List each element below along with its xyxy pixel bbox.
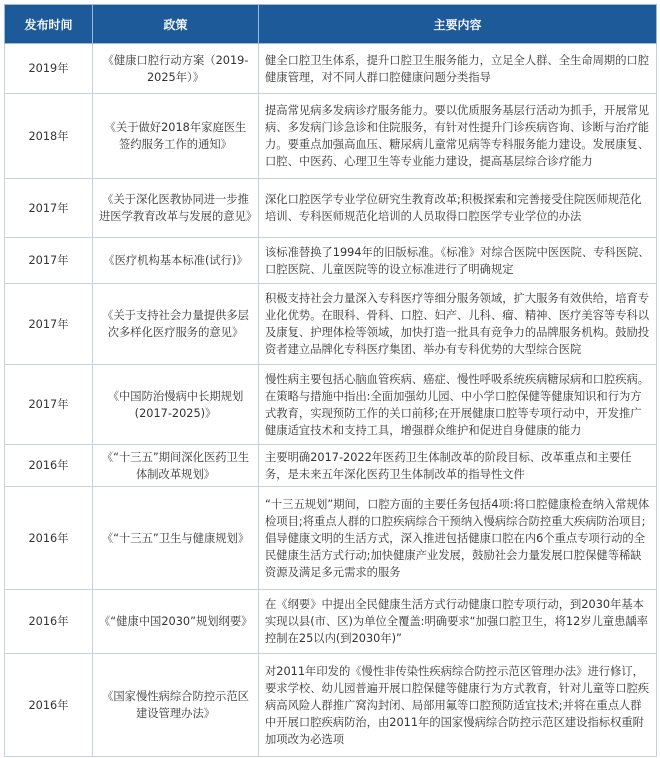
table-row xyxy=(5,365,657,445)
header-content: 主要内容 xyxy=(259,5,657,44)
policy-table xyxy=(4,4,657,757)
row-policy: 《健康口腔行动方案（2019-2025年）》 xyxy=(93,44,259,94)
row-policy: 《医疗机构基本标准(试行)》 xyxy=(93,238,259,284)
table-row xyxy=(5,590,657,654)
table-row xyxy=(5,94,657,179)
row-year: 2017年 xyxy=(5,284,93,365)
row-content: 对2011年印发的《慢性非传染性疾病综合防控示范区管理办法》进行修订，要求学校、幼儿园普遍开展口腔保健等健康行为方式教育，针对儿童等口腔疾病高风险人群推广窝沟封闭、局部用氟等口腔预防适宜技术;并将在重点人群中开展口腔疾病防治，由2011年的国家慢病综合防控示范区建设指标权重附加项改为必选项 xyxy=(259,654,657,757)
row-policy: 《“十三五”卫生与健康规划》 xyxy=(93,487,259,590)
header-policy: 政策 xyxy=(93,5,259,44)
row-content: 该标准替换了1994年的旧版标准。《标准》对综合医院中医医院、专科医院、口腔医院、儿童医院等的设立标准进行了明确规定 xyxy=(259,238,657,284)
header-date: 发布时间 xyxy=(5,5,93,44)
table-row xyxy=(5,44,657,94)
row-year: 2016年 xyxy=(5,590,93,654)
table-row xyxy=(5,238,657,284)
row-content: 健全口腔卫生体系，提升口腔卫生服务能力，立足全人群、全生命周期的口腔健康管理，对不同人群口腔健康问题分类指导 xyxy=(259,44,657,94)
row-year: 2018年 xyxy=(5,94,93,179)
table-row xyxy=(5,654,657,757)
row-year: 2019年 xyxy=(5,44,93,94)
row-policy: 《国家慢性病综合防控示范区建设管理办法》 xyxy=(93,654,259,757)
row-content: 提高常见病多发病诊疗服务能力。要以优质服务基层行活动为抓手，开展常见病、多发病门诊急诊和住院服务，有针对性提升门诊疾病咨询、诊断与治疗能力。要重点加强高血压、糖尿病儿童常见病等专科服务能力建设。发展康复、口腔、中医药、心理卫生等专业能力建设，提高基层综合诊疗能力 xyxy=(259,94,657,179)
row-year: 2017年 xyxy=(5,238,93,284)
table-row xyxy=(5,487,657,590)
row-year: 2016年 xyxy=(5,445,93,487)
table-row xyxy=(5,445,657,487)
row-year: 2016年 xyxy=(5,654,93,757)
row-year: 2017年 xyxy=(5,365,93,445)
row-year: 2016年 xyxy=(5,487,93,590)
row-policy: 《关于深化医教协同进一步推进医学教育改革与发展的意见》 xyxy=(93,179,259,238)
row-policy: 《关于做好2018年家庭医生签约服务工作的通知》 xyxy=(93,94,259,179)
row-content: 积极支持社会力量深入专科医疗等细分服务领域，扩大服务有效供给，培育专业化优势。在眼科、骨科、口腔、妇产、儿科、瘤、精神、医疗美容等专科以及康复、护理体检等领域，加快打造一批具有竞争力的品牌服务机构。鼓励投资者建立品牌化专科医疗集团、举办有专科优势的大型综合医院 xyxy=(259,284,657,365)
row-content: 慢性病主要包括心脑血管疾病、癌症、慢性呼吸系统疾病糖尿病和口腔疾病。在策略与措施中指出:全面加强幼儿园、中小学口腔保健等健康知识和行为方式教育，实现预防工作的关口前移;在开展健康口腔等专项行动中，开发推广健康适宜技术和支持工具，增强群众维护和促进自身健康的能力 xyxy=(259,365,657,445)
row-content: 主要明确2017-2022年医药卫生体制改革的阶段目标、改革重点和主要任务，是未来五年深化医药卫生体制改革的指导性文件 xyxy=(259,445,657,487)
row-policy: 《“健康中国2030”规划纲要》 xyxy=(93,590,259,654)
row-policy: 《“十三五”期间深化医药卫生体制改革规划》 xyxy=(93,445,259,487)
row-policy: 《关于支持社会力量提供多层次多样化医疗服务的意见》 xyxy=(93,284,259,365)
row-year: 2017年 xyxy=(5,179,93,238)
table-row xyxy=(5,284,657,365)
row-content: 深化口腔医学专业学位研究生教育改革;积极探索和完善接受住院医师规范化培训、专科医师规范化培训的人员取得口腔医学专业学位的办法 xyxy=(259,179,657,238)
row-content: “十三五规划”期间，口腔方面的主要任务包括4项:将口腔健康检查纳入常规体检项目;将重点人群的口腔疾病综合干预纳入慢病综合防控重大疾病防治项目;倡导健康文明的生活方式，深入推进包括健康口腔在内6个重点专项行动的全民健康生活方式行动;加快健康产业发展，鼓励社会力量发展口腔保健等稀缺资源及满足多元需求的服务 xyxy=(259,487,657,590)
row-content: 在《纲要》中提出全民健康生活方式行动健康口腔专项行动，到2030年基本实现以县(市、区)为单位全覆盖:明确要求“加强口腔卫生，将12岁儿童患龋率控制在25以内(到2030年)” xyxy=(259,590,657,654)
table-header-row xyxy=(5,5,657,44)
table-row xyxy=(5,179,657,238)
row-policy: 《中国防治慢病中长期规划(2017-2025)》 xyxy=(93,365,259,445)
